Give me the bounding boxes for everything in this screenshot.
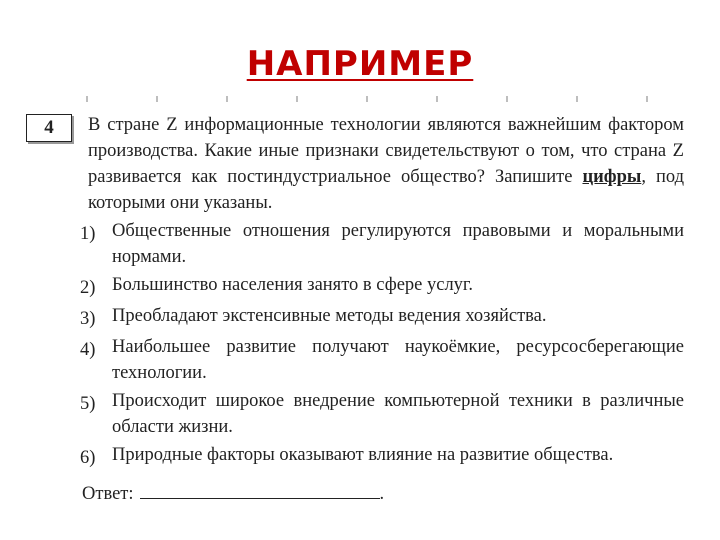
task-number-box: 4	[26, 114, 72, 142]
option-text: Наибольшее развитие получают наукоёмкие, ресурсосберегающие технологии.	[112, 337, 684, 383]
option-text: Происходит широкое внедрение компьютерной техники в различные области жизни.	[112, 391, 684, 437]
answer-label: Ответ:	[82, 484, 134, 504]
option-3	[80, 303, 684, 332]
option-number: 6)	[80, 448, 96, 468]
option-4	[80, 334, 684, 386]
option-1	[80, 218, 684, 270]
option-5	[80, 388, 684, 440]
option-number: 4)	[80, 340, 96, 360]
option-text: Природные факторы оказывают влияние на развитие общества.	[112, 445, 614, 465]
options-list	[80, 218, 684, 473]
option-6	[80, 442, 684, 471]
slide-title: НАПРИМЕР	[246, 44, 474, 84]
question-part-2: , под которыми они указаны.	[88, 167, 685, 213]
option-number: 1)	[80, 224, 96, 244]
question-emphasis: цифры	[582, 167, 642, 187]
answer-blank-line[interactable]	[140, 480, 380, 499]
option-text: Общественные отношения регулируются правовыми и моральными нормами.	[112, 221, 684, 267]
option-number: 3)	[80, 309, 96, 329]
answer-end-mark: .	[379, 484, 385, 504]
option-text: Большинство населения занято в сфере услуг.	[112, 275, 474, 295]
option-number: 5)	[80, 394, 96, 414]
scan-edge-artifact	[86, 96, 676, 102]
question-part-1: В стране Z информационные технологии являются важнейшим фактором производства. Какие иные признаки свидетельствуют о том, что страна Z развивается как постиндустриальное общество? Запишите	[88, 115, 684, 187]
answer-row	[82, 480, 384, 507]
option-number: 2)	[80, 278, 96, 298]
option-text: Преобладают экстенсивные методы ведения хозяйства.	[112, 306, 547, 326]
question-text	[88, 112, 684, 216]
option-2	[80, 272, 684, 301]
